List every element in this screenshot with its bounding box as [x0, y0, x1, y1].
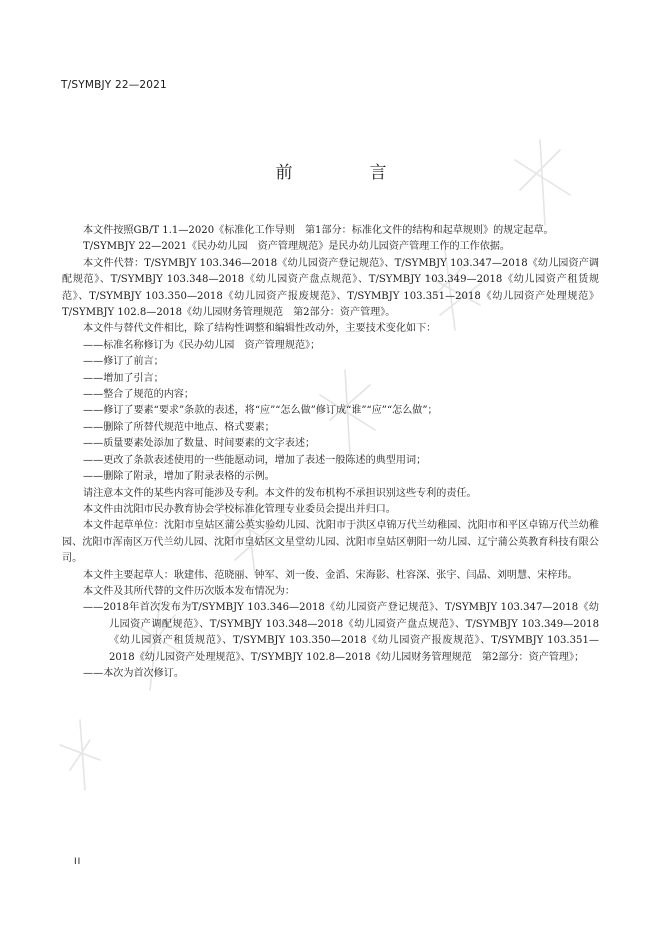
history-item: ——本次为首次修订。: [83, 667, 184, 679]
standard-code: T/SYMBJY 22—2021: [61, 79, 167, 91]
drafters: 本文件主要起草人：耿建伟、范晓丽、钟军、刘一俊、金滔、宋海影、杜容深、张宇、闫晶、刘明慧、宋梓玮。: [83, 569, 578, 581]
list-item: ——修订了前言；: [83, 356, 164, 368]
list-item: ——删除了所替代规范中地点、格式要素；: [83, 421, 275, 433]
list-item: ——更改了条款表述使用的一些能愿动词，增加了表述一般陈述的典型用词；: [83, 454, 427, 466]
page-number: II: [74, 857, 82, 867]
list-item: ——整合了规范的内容；: [83, 389, 195, 401]
paragraph-replaces: 本文件代替：T/SYMBJY 103.346—2018《幼儿园资产登记规范》、T/SYMBJY 103.347—2018《幼儿园资产调配规范》、T/SYMBJY 103.348—2018《幼儿园资产盘点规范》、T/SYMBJY 103.349—2018《幼儿园资产租赁规范》、T/SYMBJY 103.350—2018《幼儿园资产报废规范》、T/SYMBJY 103.351—2018《幼儿园资产处理规范》T/SYMBJY 102.8—2018《幼儿园财务管理规范 第2部分：资产管理》。: [62, 257, 599, 319]
paragraph-changes-intro: 本文件与替代文件相比，除了结构性调整和编辑性改动外，主要技术变化如下：: [83, 323, 437, 335]
list-item: ——修订了要素“要求”条款的表述，将“应”“怎么做”修订成“谁”“应”“怎么做”；: [83, 405, 438, 417]
history-item: ——2018年首次发布为T/SYMBJY 103.346—2018《幼儿园资产登记规范》、T/SYMBJY 103.347—2018《幼儿园资产调配规范》、T/SYMBJY 103.348—2018《幼儿园资产盘点规范》、T/SYMBJY 103.349—2018《幼儿园资产租赁规范》、T/SYMBJY 103.350—2018《幼儿园资产报废规范》、T/SYMBJY 103.351—2018《幼儿园资产处理规范》、T/SYMBJY 102.8—2018《幼儿园财务管理规范 第2部分：资产管理》；: [83, 602, 599, 663]
proposer: 本文件由沈阳市民办教育协会学校标准化管理专业委员会提出并归口。: [83, 503, 396, 515]
patent-notice: 请注意本文件的某些内容可能涉及专利。本文件的发布机构不承担识别这些专利的责任。: [83, 487, 477, 499]
list-item: ——质量要素处添加了数量、时间要素的文字表述；: [83, 438, 316, 450]
drafting-units: 本文件起草单位：沈阳市皇姑区蒲公英实验幼儿园、沈阳市于洪区卓锦万代兰幼稚园、沈阳市和平区卓锦万代兰幼稚园、沈阳市浑南区万代兰幼儿园、沈阳市皇姑区文星堂幼儿园、沈阳市皇姑区朝阳一幼儿园、辽宁蒲公英教育科技有限公司。: [62, 520, 599, 565]
paragraph-scope: T/SYMBJY 22—2021《民办幼儿园 资产管理规范》是民办幼儿园资产管理工作的工作依据。: [83, 241, 511, 253]
list-item: ——增加了引言；: [83, 372, 164, 384]
list-item: ——标准名称修订为《民办幼儿园 资产管理规范》；: [83, 339, 321, 351]
history-intro: 本文件及其所代替的文件历次版本发布情况为：: [83, 585, 295, 597]
document-body: [62, 223, 599, 682]
paragraph-drafting-basis: 本文件按照GB/T 1.1—2020《标准化工作导则 第1部分：标准化文件的结构和起草规则》的规定起草。: [83, 225, 554, 236]
page-title: 前 言: [275, 163, 417, 183]
list-item: ——删除了附录，增加了附录表格的示例。: [83, 471, 275, 483]
